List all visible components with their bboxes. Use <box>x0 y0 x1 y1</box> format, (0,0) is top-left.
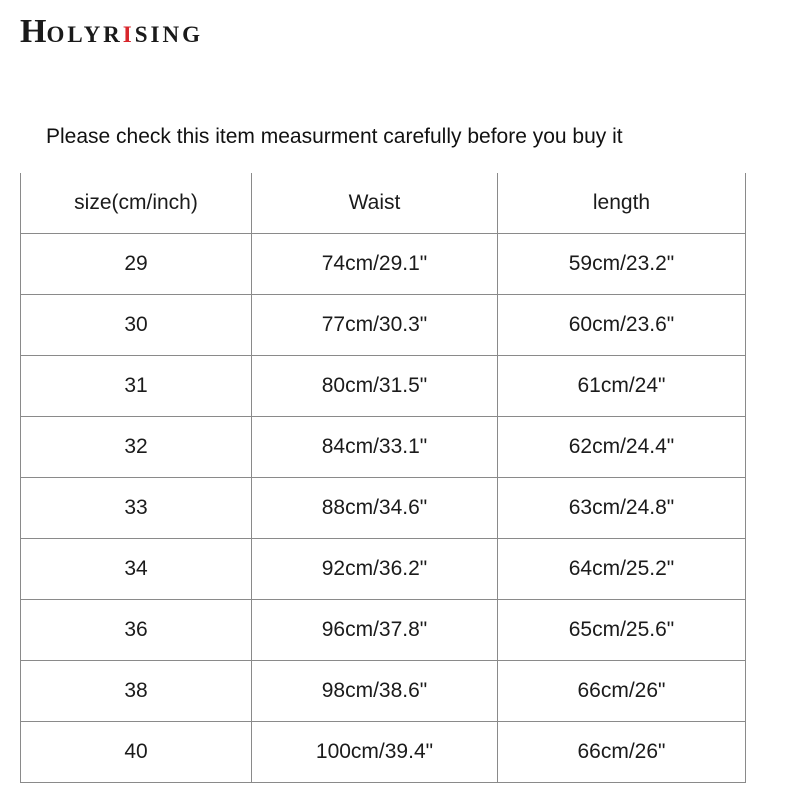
logo-accent-letter: I <box>122 22 135 47</box>
header-waist: Waist <box>252 173 498 234</box>
cell-waist: 88cm/34.6" <box>252 478 498 539</box>
table-row <box>21 661 746 722</box>
table-row <box>21 600 746 661</box>
cell-length: 59cm/23.2" <box>498 234 746 295</box>
cell-size: 29 <box>21 234 252 295</box>
header-length: length <box>498 173 746 234</box>
cell-length: 62cm/24.4" <box>498 417 746 478</box>
cell-size: 33 <box>21 478 252 539</box>
table-row <box>21 539 746 600</box>
cell-size: 36 <box>21 600 252 661</box>
cell-size: 34 <box>21 539 252 600</box>
cell-length: 60cm/23.6" <box>498 295 746 356</box>
logo-text-part1: OLYR <box>46 22 123 47</box>
cell-length: 65cm/25.6" <box>498 600 746 661</box>
header-size: size(cm/inch) <box>21 173 252 234</box>
cell-waist: 92cm/36.2" <box>252 539 498 600</box>
cell-waist: 77cm/30.3" <box>252 295 498 356</box>
cell-waist: 80cm/31.5" <box>252 356 498 417</box>
cell-size: 30 <box>21 295 252 356</box>
cell-length: 63cm/24.8" <box>498 478 746 539</box>
cell-waist: 74cm/29.1" <box>252 234 498 295</box>
cell-length: 66cm/26" <box>498 661 746 722</box>
table-row <box>21 295 746 356</box>
cell-length: 66cm/26" <box>498 722 746 783</box>
table-row <box>21 478 746 539</box>
cell-waist: 98cm/38.6" <box>252 661 498 722</box>
size-chart <box>20 173 745 783</box>
cell-size: 32 <box>21 417 252 478</box>
cell-waist: 100cm/39.4" <box>252 722 498 783</box>
cell-waist: 84cm/33.1" <box>252 417 498 478</box>
size-table <box>20 173 746 783</box>
cell-size: 31 <box>21 356 252 417</box>
logo-initial: H <box>20 13 47 50</box>
logo-text-part2: SING <box>134 22 203 47</box>
cell-size: 40 <box>21 722 252 783</box>
cell-waist: 96cm/37.8" <box>252 600 498 661</box>
cell-length: 61cm/24" <box>498 356 746 417</box>
table-row <box>21 234 746 295</box>
cell-length: 64cm/25.2" <box>498 539 746 600</box>
brand-logo <box>20 14 203 50</box>
table-row <box>21 722 746 783</box>
measurement-notice: Please check this item measurment carefully before you buy it <box>46 125 623 148</box>
table-row <box>21 417 746 478</box>
table-header-row <box>21 173 746 234</box>
cell-size: 38 <box>21 661 252 722</box>
table-row <box>21 356 746 417</box>
